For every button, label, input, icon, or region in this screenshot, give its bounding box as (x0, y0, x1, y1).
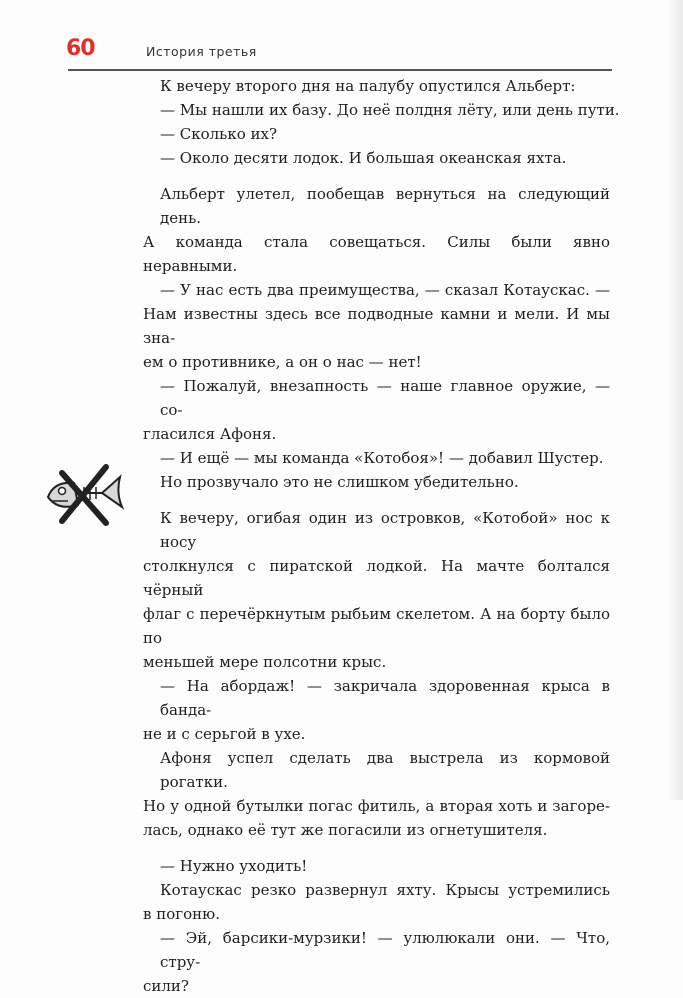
body-text (143, 74, 620, 998)
text-line: лась, однако её тут же погасили из огнетушителя. (143, 821, 548, 839)
crossed-fish-skeleton-icon (40, 455, 130, 530)
text-block (143, 74, 620, 170)
text-line: К вечеру, огибая один из островков, «Котобой» нос к носу (160, 509, 610, 551)
text-line: А команда стала совещаться. Силы были явно неравными. (143, 233, 610, 275)
text-line: сили? (143, 977, 189, 995)
paragraph-gap (143, 842, 610, 854)
text-line: — На абордаж! — закричала здоровенная крыса в банда- (160, 677, 610, 719)
text-line: Котаускас резко развернул яхту. Крысы устремились (160, 881, 610, 899)
text-line: флаг с перечёркнутым рыбьим скелетом. А на борту было по (143, 605, 610, 647)
text-line: меньшей мере полсотни крыс. (143, 653, 387, 671)
text-line: Но прозвучало это не слишком убедительно. (160, 473, 519, 491)
text-block (143, 182, 610, 494)
text-line: Но у одной бутылки погас фитиль, а вторая хоть и загоре- (143, 797, 610, 815)
text-line: — У нас есть два преимущества, — сказал Котаускас. — (160, 281, 610, 299)
text-line: столкнулся с пиратской лодкой. На мачте болтался чёрный (143, 557, 610, 599)
running-title: История третья (146, 44, 257, 59)
page-edge-shadow (669, 0, 683, 800)
text-line: — Пожалуй, внезапность — наше главное оружие, — со- (160, 377, 610, 419)
text-line: — Мы нашли их базу. До неё полдня лёту, или день пути. (160, 101, 620, 119)
text-line: не и с серьгой в ухе. (143, 725, 306, 743)
text-line: Альберт улетел, пообещав вернуться на следующий день. (160, 185, 610, 227)
page-number: 60 (66, 36, 95, 61)
paragraph-gap (143, 170, 610, 182)
text-line: в погоню. (143, 905, 220, 923)
text-line: — Сколько их? (160, 125, 278, 143)
header-rule (68, 69, 612, 71)
text-line: Афоня успел сделать два выстрела из кормовой рогатки. (160, 749, 610, 791)
text-line: — И ещё — мы команда «Котобоя»! — добавил Шустер. (160, 449, 604, 467)
text-line: Нам известны здесь все подводные камни и мели. И мы зна- (143, 305, 610, 347)
text-block (143, 854, 610, 998)
text-line: К вечеру второго дня на палубу опустился Альберт: (160, 77, 576, 95)
text-line: — Нужно уходить! (160, 857, 308, 875)
text-block (143, 506, 610, 842)
text-line: ем о противнике, а он о нас — нет! (143, 353, 422, 371)
text-line: — Около десяти лодок. И большая океанская яхта. (160, 149, 567, 167)
text-line: — Эй, барсики-мурзики! — улюлюкали они. — Что, стру- (160, 929, 610, 971)
text-line: гласился Афоня. (143, 425, 277, 443)
paragraph-gap (143, 494, 610, 506)
